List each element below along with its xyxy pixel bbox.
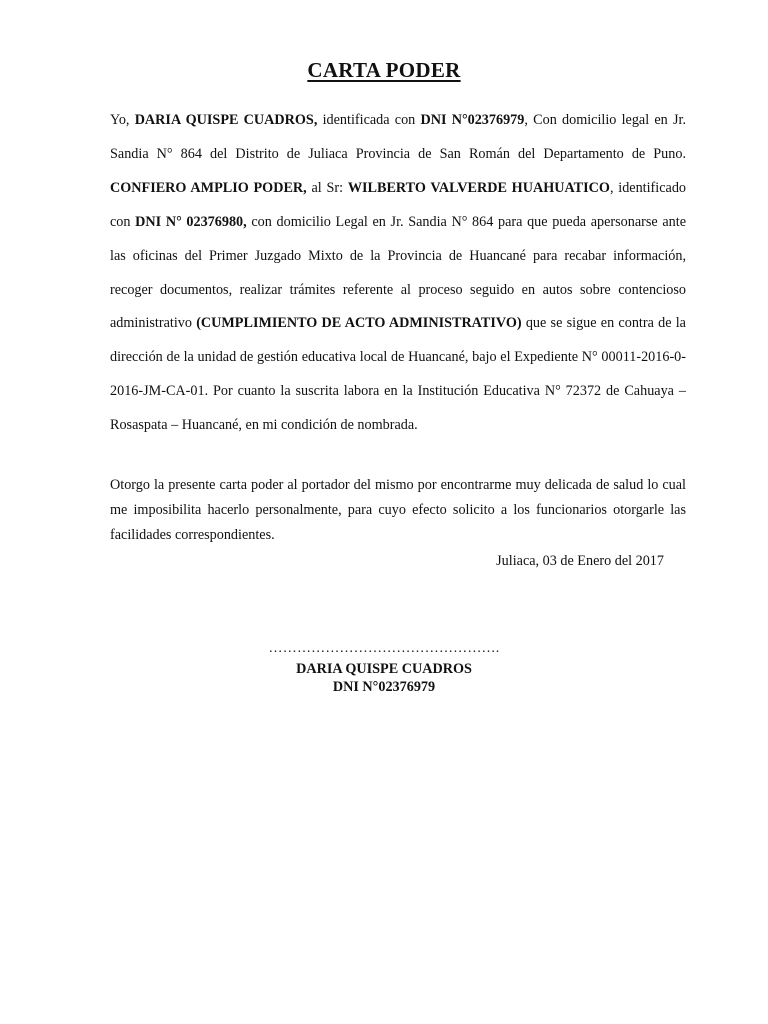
text-span: con domicilio Legal en Jr. Sandia N° 864 para que pueda apersonarse ante las oficinas del Primer Juzgado Mixto de la Provincia de Huancané para recabar información, recoger documentos, realizar trámites referente al proceso seguido en autos sobre contencioso administrativo [110, 213, 686, 332]
document-title: CARTA PODER [307, 58, 461, 82]
main-paragraph [110, 104, 686, 443]
signatory-name: DARIA QUISPE CUADROS [296, 661, 472, 677]
case-subject: (CUMPLIMIENTO DE ACTO ADMINISTRATIVO) [196, 315, 522, 332]
grantor-name: DARIA QUISPE CUADROS, [134, 112, 318, 128]
text-span: , identificado con [110, 179, 687, 230]
signature-line: …………………………………………. [268, 641, 500, 656]
power-grant-phrase: CONFIERO AMPLIO PODER, [110, 179, 307, 196]
text-span: que se sigue en contra de la dirección de la unidad de gestión educativa local de Huancané, bajo el Expediente N° 00011-2016-0-2016-JM-CA-01. Por cuanto la suscrita labora en la Institución Educativa N° 72372 de Cahuaya – Rosaspata – Huancané, en mi condición de nombrada. [110, 315, 686, 434]
text-span: identificada con [317, 112, 421, 128]
text-span: Yo, [110, 112, 135, 128]
document-date: Juliaca, 03 de Enero del 2017 [496, 553, 664, 569]
text-span: al Sr: [306, 179, 348, 196]
grantor-dni: DNI N°02376979 [420, 112, 525, 128]
text-span: , Con domicilio legal en Jr. Sandia N° 864 del Distrito de Juliaca Provincia de San Román del Departamento de Puno. [110, 112, 686, 162]
attorney-name: WILBERTO VALVERDE HUAHUATICO [347, 179, 610, 196]
signatory-dni: DNI N°02376979 [332, 679, 436, 695]
attorney-dni: DNI N° 02376980, [135, 213, 247, 230]
second-paragraph: Otorgo la presente carta poder al portador del mismo por encontrarme muy delicada de salud lo cual me imposibilita hacerlo personalmente, para cuyo efecto solicito a los funcionarios otorgarle las facilidades correspondientes. [110, 477, 686, 543]
